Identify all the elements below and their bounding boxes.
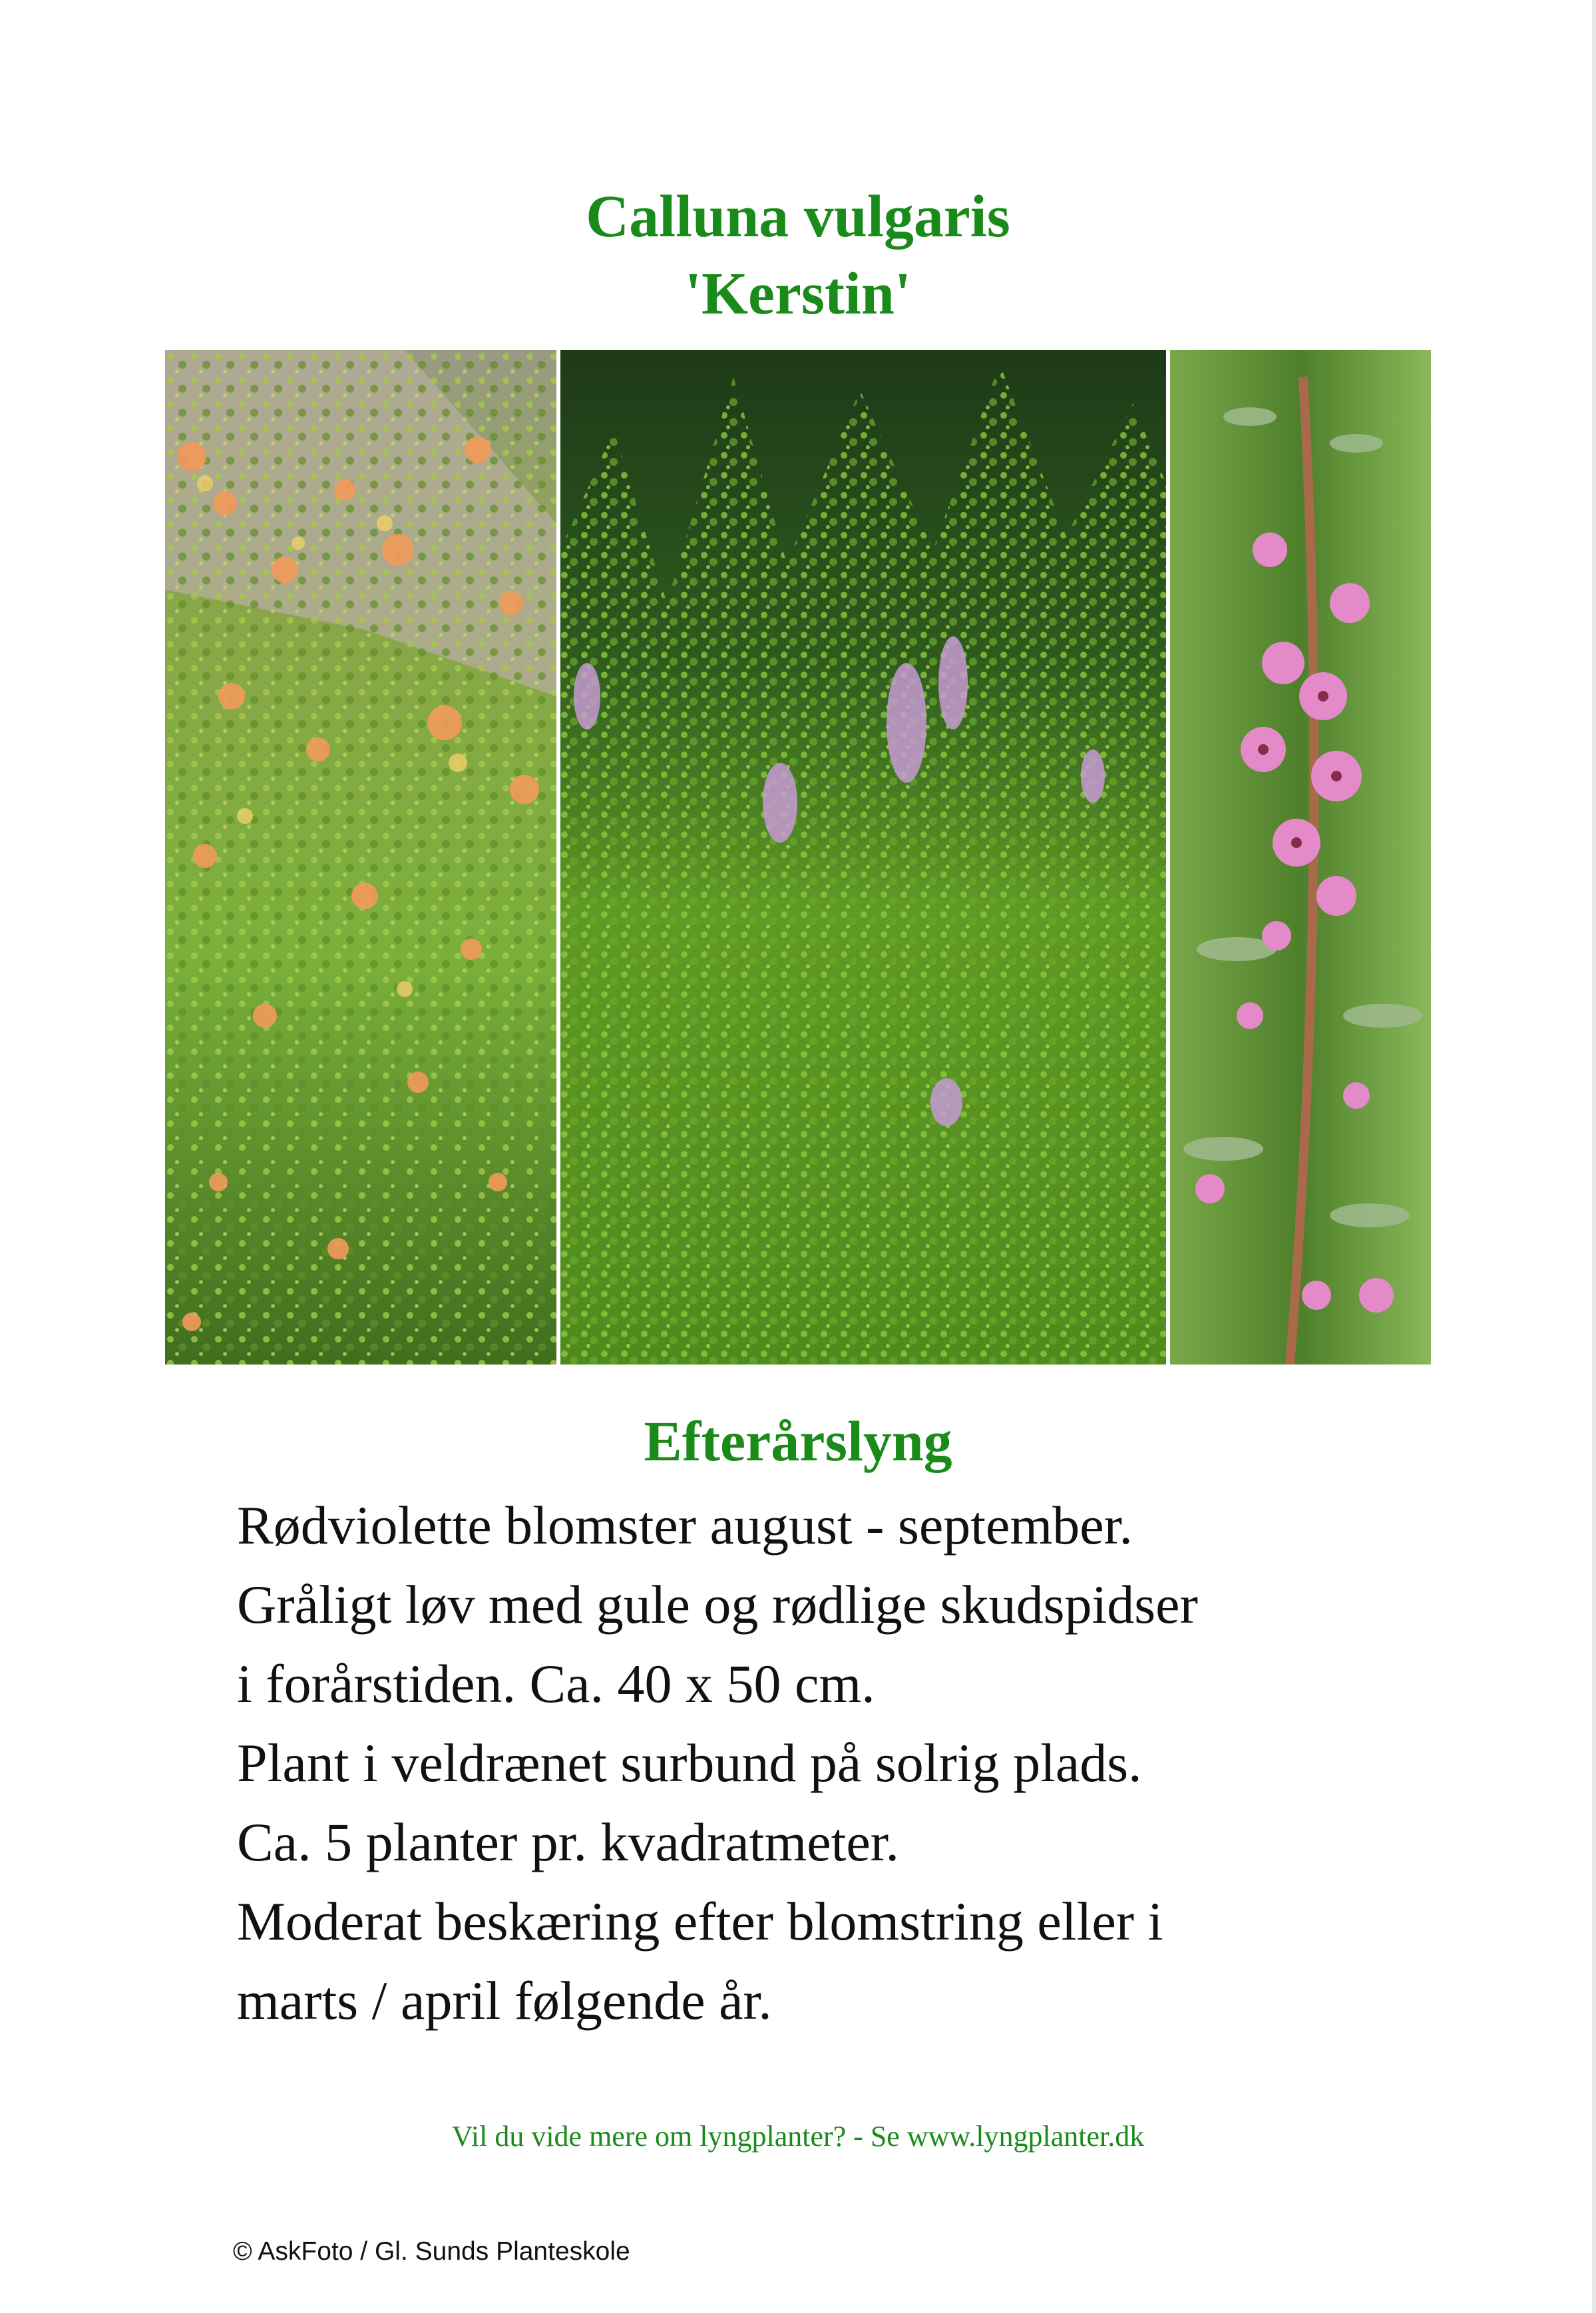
copyright: © AskFoto / Gl. Sunds Planteskole (233, 2237, 630, 2266)
description-line: i forårstiden. Ca. 40 x 50 cm. (237, 1653, 875, 1714)
description-line: Ca. 5 planter pr. kvadratmeter. (237, 1812, 900, 1872)
description-line: Rødviolette blomster august - september. (237, 1495, 1133, 1556)
description-line: Moderat beskæring efter blomstring eller i (237, 1891, 1163, 1952)
heather-green-shrub-photo (560, 350, 1166, 1365)
more-info-line (0, 2117, 1596, 2157)
website-link[interactable]: www.lyngplanter.dk (906, 2120, 1145, 2153)
common-name: Efterårslyng (644, 1409, 952, 1473)
heather-pink-flower-spike-photo (1170, 350, 1431, 1365)
cultivar-name: 'Kerstin' (685, 261, 911, 327)
page-title: Calluna vulgaris (586, 184, 1010, 250)
photo-strip (165, 350, 1431, 1365)
description-line: Gråligt løv med gule og rødlige skudspidser (237, 1574, 1198, 1635)
description-line: marts / april følgende år. (237, 1970, 772, 2031)
page-edge (1592, 0, 1596, 2313)
description (237, 1486, 1501, 2040)
heather-orange-shoots-photo (165, 350, 556, 1365)
more-info-text: Vil du vide mere om lyngplanter? - Se (451, 2120, 907, 2153)
description-line: Plant i veldrænet surbund på solrig plads. (237, 1733, 1142, 1793)
